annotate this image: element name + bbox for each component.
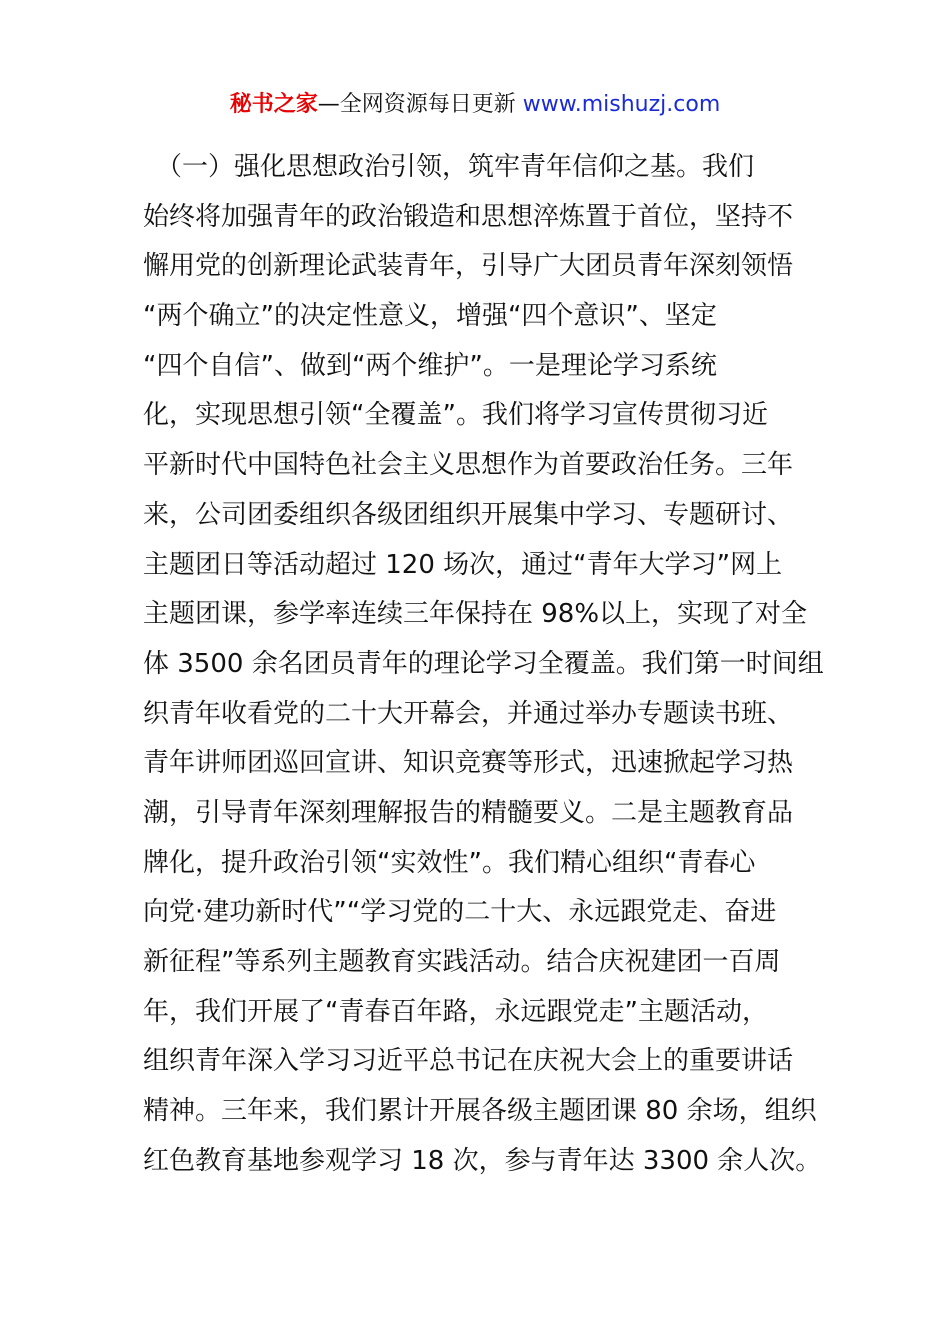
- text-line: “四个自信”、做到“两个维护”。一是理论学习系统: [143, 350, 717, 381]
- text-line: 始终将加强青年的政治锻造和思想淬炼置于首位，坚持不: [143, 201, 794, 232]
- text-line: 向党·建功新时代”“学习党的二十大、永远跟党走、奋进: [143, 897, 777, 928]
- text-line: 牌化，提升政治引领“实效性”。我们精心组织“青春心: [143, 847, 756, 878]
- brand-name: 秘书之家: [229, 92, 318, 117]
- text-line: 潮，引导青年深刻理解报告的精髓要义。二是主题教育品: [143, 797, 794, 828]
- text-line: 主题团日等活动超过 120 场次，通过“青年大学习”网上: [143, 549, 783, 580]
- site-header: [0, 88, 950, 122]
- text-line: 年，我们开展了“青春百年路，永远跟党走”主题活动，: [143, 996, 768, 1027]
- header-tagline: —全网资源每日更新: [317, 92, 523, 117]
- text-line: 织青年收看党的二十大开幕会，并通过举办专题读书班、: [143, 698, 794, 729]
- text-line: “两个确立”的决定性意义，增强“四个意识”、坚定: [143, 301, 717, 332]
- text-line: 化，实现思想引领“全覆盖”。我们将学习宣传贯彻习近: [143, 400, 768, 431]
- text-line: 懈用党的创新理论武装青年，引导广大团员青年深刻领悟: [143, 251, 794, 282]
- text-line: 平新时代中国特色社会主义思想作为首要政治任务。三年: [143, 450, 794, 481]
- text-line: 新征程”等系列主题教育实践活动。结合庆祝建团一百周: [143, 947, 781, 977]
- text-line: 体 3500 余名团员青年的理论学习全覆盖。我们第一时间组: [143, 648, 824, 679]
- body-paragraph: [143, 143, 824, 1186]
- text-line: 来，公司团委组织各级团组织开展集中学习、专题研讨、: [143, 499, 794, 530]
- text-line: 主题团课，参学率连续三年保持在 98%以上，实现了对全: [143, 599, 808, 630]
- text-line: 红色教育基地参观学习 18 次，参与青年达 3300 余人次。: [143, 1145, 822, 1176]
- text-line: 组织青年深入学习习近平总书记在庆祝大会上的重要讲话: [143, 1046, 794, 1077]
- text-line: （一）强化思想政治引领，筑牢青年信仰之基。我们: [143, 152, 755, 182]
- text-line: 精神。三年来，我们累计开展各级主题团课 80 余场，组织: [143, 1096, 817, 1127]
- text-line: 青年讲师团巡回宣讲、知识竞赛等形式，迅速掀起学习热: [143, 748, 794, 779]
- site-url-link[interactable]: www.mishuzj.com: [522, 92, 721, 117]
